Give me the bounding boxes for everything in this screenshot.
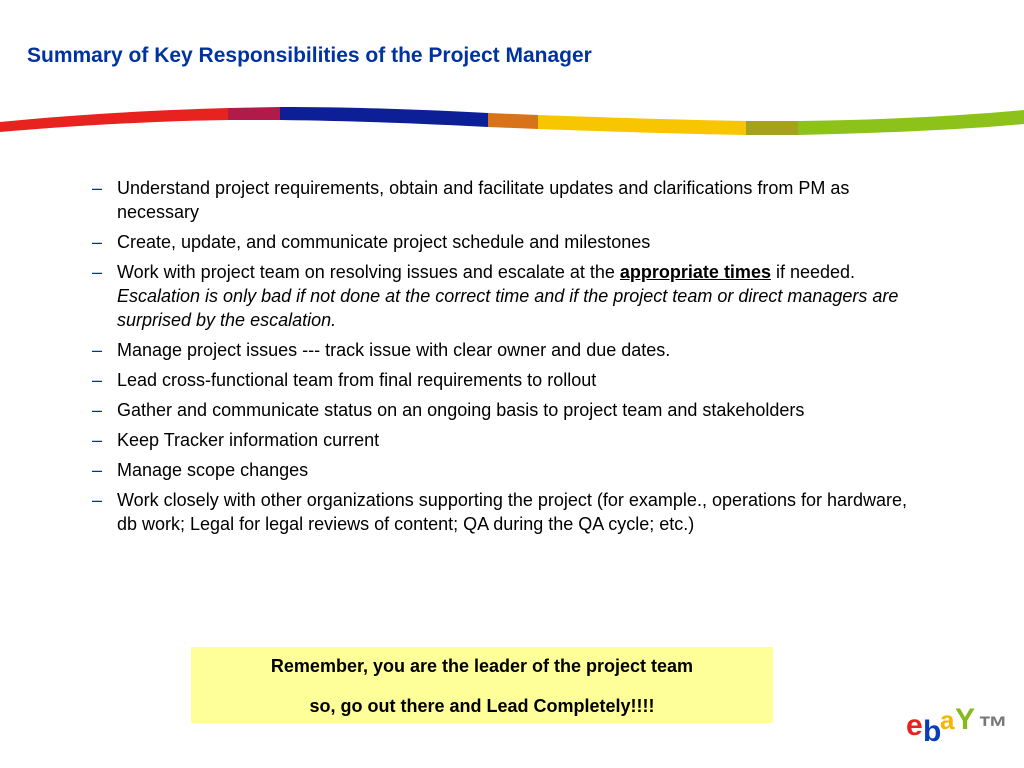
stripe-segment-maroon (228, 107, 280, 120)
callout-line-2: so, go out there and Lead Completely!!!! (309, 696, 655, 716)
list-item (92, 260, 932, 332)
list-item-text: Lead cross-functional team from final requirements to rollout (117, 370, 597, 390)
bullet-dash: – (92, 232, 103, 252)
list-item-text: Manage scope changes (117, 460, 309, 480)
bullet-dash: – (92, 370, 103, 390)
slide-title: Summary of Key Responsibilities of the Project Manager (27, 44, 592, 67)
stripe-segment-blue (280, 107, 488, 127)
list-item-text: Work with project team on resolving issues and escalate at the (117, 262, 620, 282)
list-item-text: if needed. (770, 262, 856, 282)
responsibilities-list (92, 176, 932, 542)
logo-letter-y: Y (955, 703, 976, 736)
italic-note: Escalation is only bad if not done at the correct time and if the project team or direct managers are surprised by the escalation. (117, 286, 899, 330)
list-item-text: Gather and communicate status on an ongoing basis to project team and stakeholders (117, 400, 805, 420)
bullet-dash: – (92, 400, 103, 420)
stripe-segment-yellow (538, 115, 746, 135)
reminder-callout (191, 647, 773, 723)
stripe-segment-olive (746, 121, 798, 135)
bullet-dash: – (92, 460, 103, 480)
list-item (92, 428, 932, 452)
color-stripe-decoration (0, 100, 1024, 140)
list-item-text: Create, update, and communicate project schedule and milestones (117, 232, 651, 252)
list-item (92, 338, 932, 362)
list-item (92, 230, 932, 254)
callout-line-1: Remember, you are the leader of the project team (270, 656, 694, 676)
stripe-segment-red (0, 108, 228, 132)
list-item-text: Work closely with other organizations supporting the project (for example., operations for hardware, db work; Legal for legal reviews of content; QA during the QA cycle; etc.) (117, 490, 908, 534)
bullet-dash: – (92, 340, 103, 360)
stripe-segment-orange (488, 113, 538, 129)
logo-letter-e: e (906, 709, 923, 742)
list-item (92, 398, 932, 422)
ebay-logo (906, 703, 1008, 748)
list-item-text: Understand project requirements, obtain and facilitate updates and clarifications from PM as necessary (117, 178, 850, 222)
emphasis-text: appropriate times (619, 262, 771, 282)
list-item-text: Keep Tracker information current (117, 430, 380, 450)
list-item (92, 368, 932, 392)
list-item-text: Manage project issues --- track issue with clear owner and due dates. (117, 340, 671, 360)
bullet-dash: – (92, 430, 103, 450)
bullet-dash: – (92, 262, 103, 282)
list-item (92, 458, 932, 482)
bullet-dash: – (92, 178, 103, 198)
logo-letter-a: a (940, 705, 955, 735)
trademark-symbol: ™ (978, 711, 1008, 744)
bullet-dash: – (92, 490, 103, 510)
stripe-segment-green (798, 110, 1024, 135)
list-item (92, 488, 932, 536)
logo-letter-b: b (923, 715, 942, 748)
list-item (92, 176, 932, 224)
